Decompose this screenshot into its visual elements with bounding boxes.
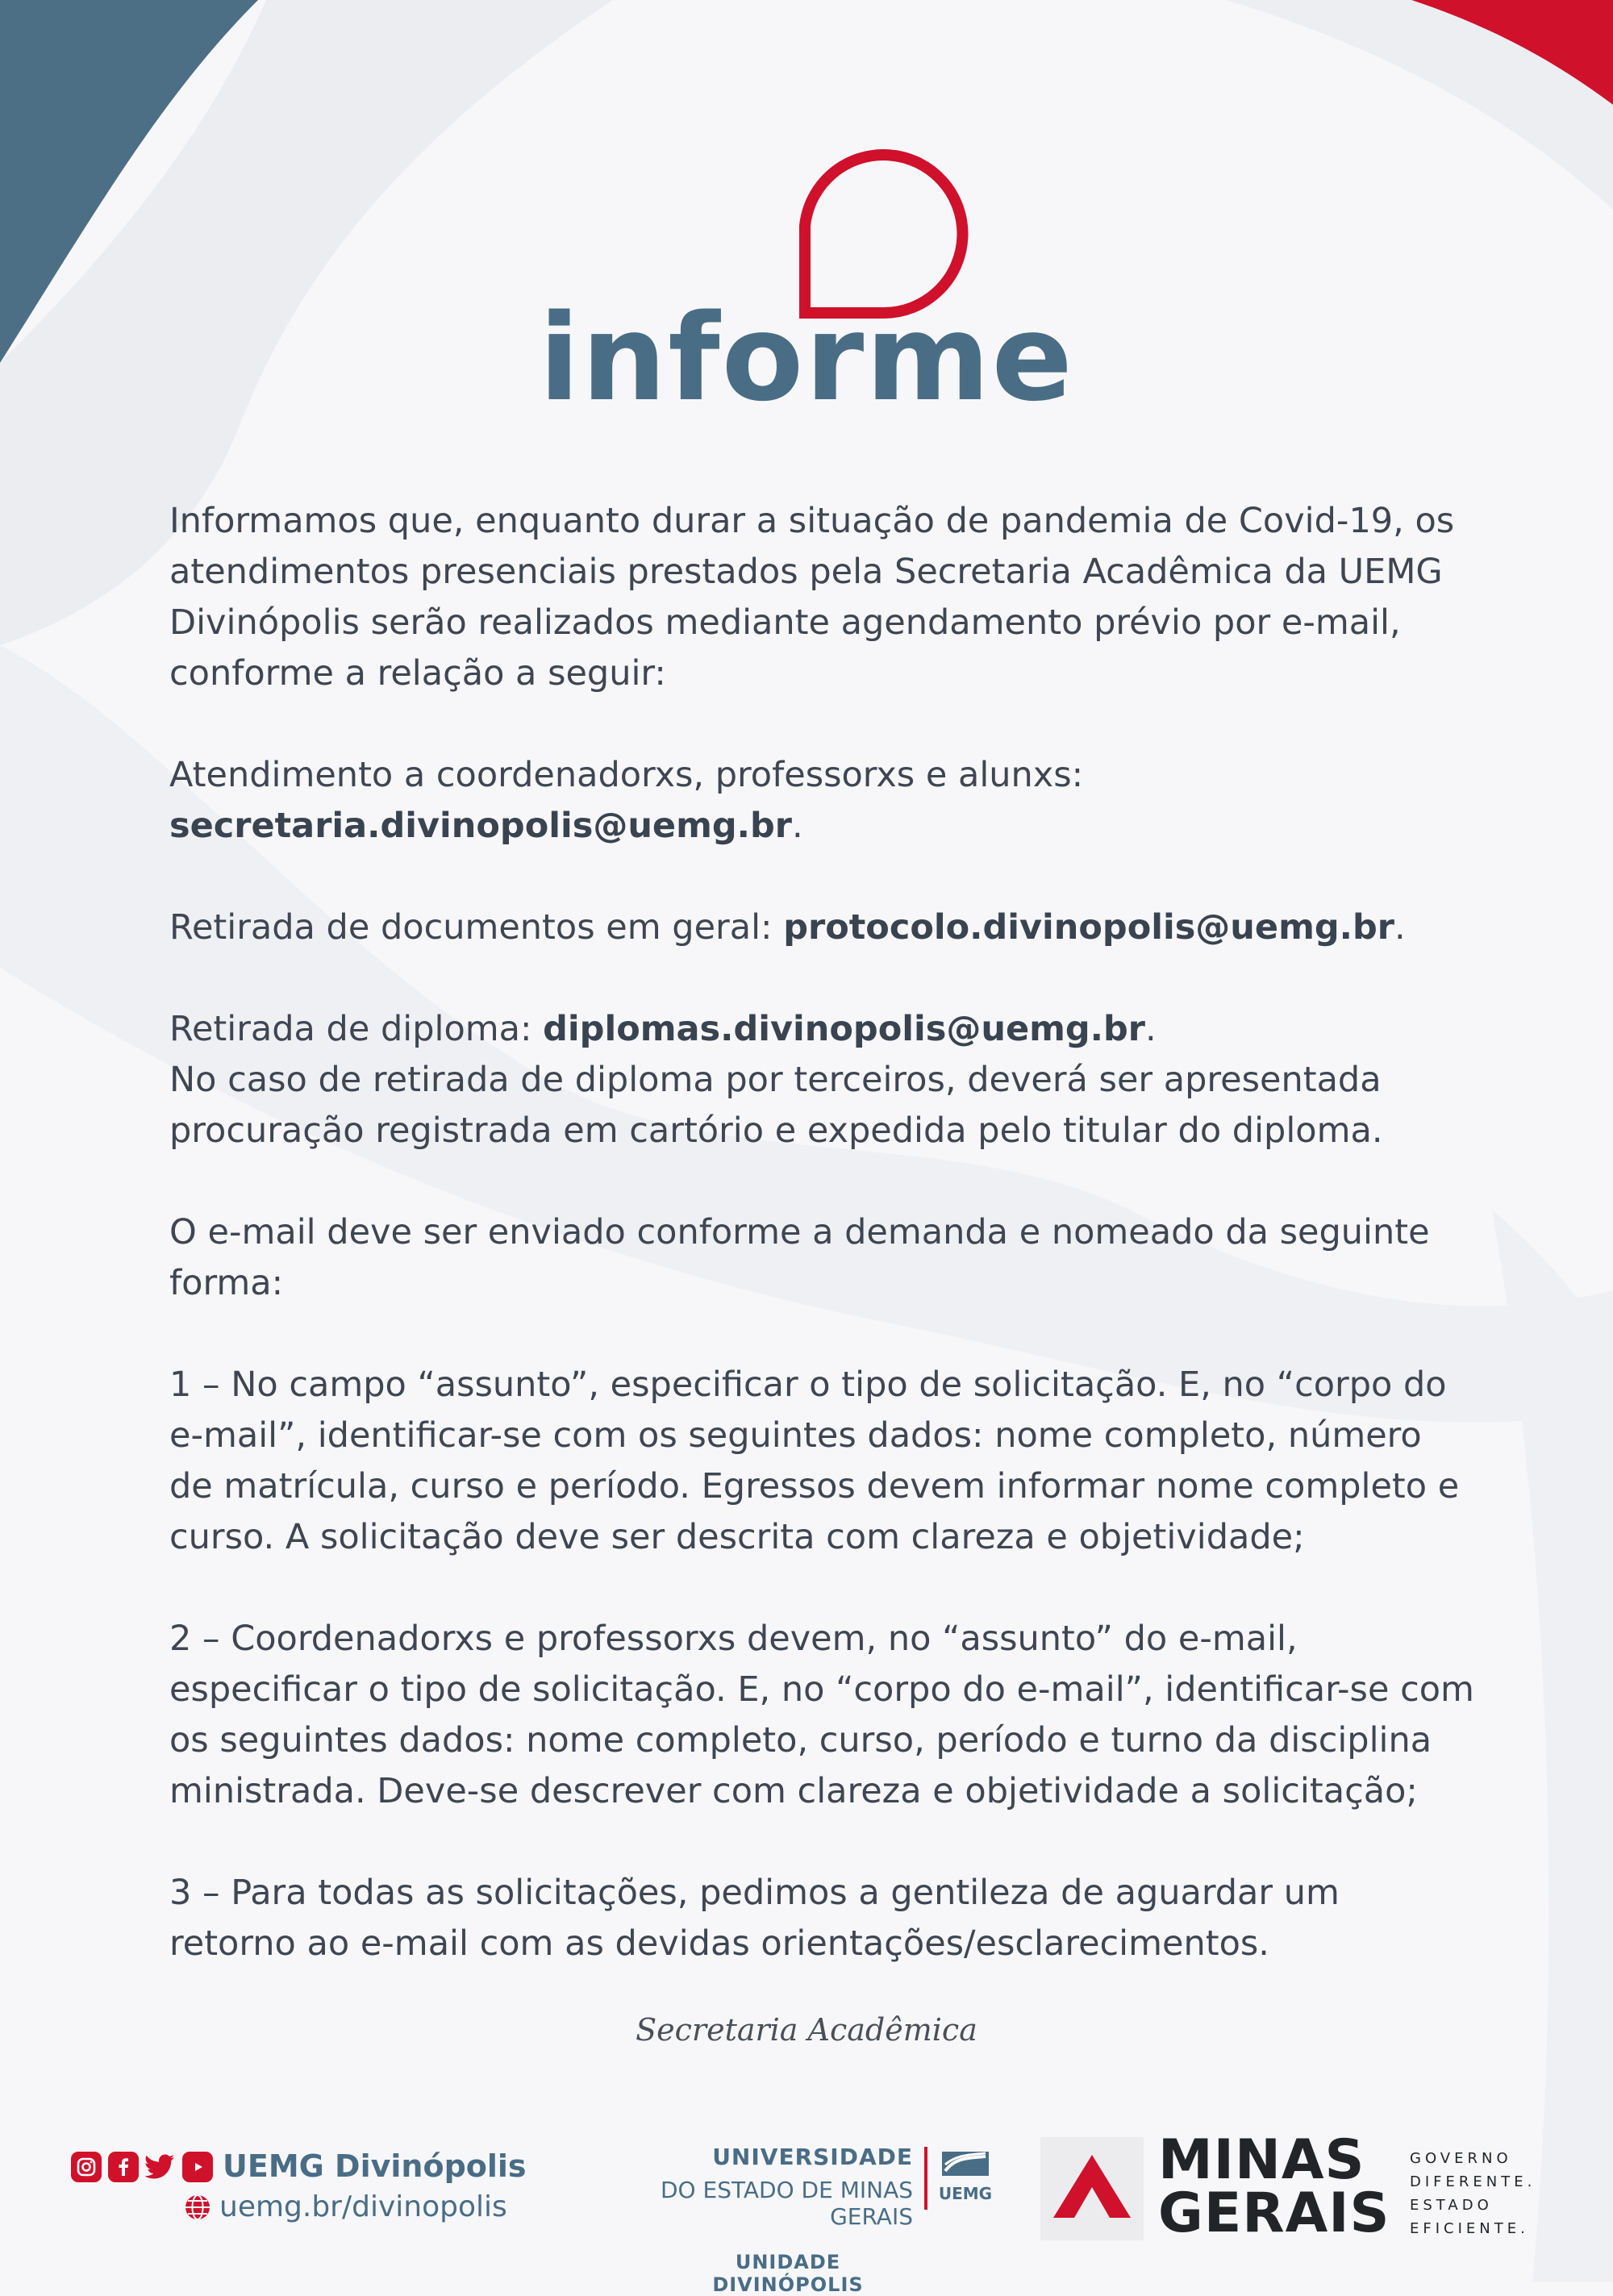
service-documents-label: Retirada de documentos em geral: [169, 907, 784, 948]
univ-line-2: DO ESTADO DE MINAS GERAIS [661, 2177, 913, 2230]
globe-icon [184, 2194, 211, 2221]
uemg-url[interactable]: uemg.br/divinopolis [219, 2190, 507, 2223]
uemg-handle[interactable]: UEMG Divinópolis [223, 2148, 527, 2184]
twitter-icon[interactable] [145, 2152, 176, 2182]
minas-gerais-triangle-icon [1040, 2137, 1144, 2240]
univ-line-1: UNIVERSIDADE [712, 2144, 913, 2170]
uemg-url-row [184, 2190, 507, 2223]
uemg-badge [937, 2150, 994, 2203]
period: . [1394, 907, 1406, 948]
email-protocolo[interactable]: protocolo.divinopolis@uemg.br [783, 907, 1394, 948]
service-students [169, 750, 1476, 852]
diploma-note: No caso de retirada de diploma por terceiros, deverá ser apresentada procuração registrada em cartório e expedida pelo titular do diploma. [169, 1060, 1383, 1151]
instagram-icon[interactable] [71, 2152, 102, 2182]
instruction-3: 3 – Para todas as solicitações, pedimos a gentileza de aguardar um retorno ao e-mail com as devidas orientações/esclarecimentos. [169, 1873, 1340, 1964]
mg-line-2: GERAIS [1158, 2181, 1390, 2245]
government-slogan [1410, 2147, 1536, 2240]
minas-gerais-wordmark [1158, 2128, 1390, 2245]
instruction-2: 2 – Coordenadorxs e professorxs devem, no “assunto” do e-mail, especificar o tipo de solicitação. E, no “corpo do e-mail”, identificar-se com os seguintes dados: nome completo, curso, período e turno da disciplina ministrada. Deve-se descrever com clareza e objetividade a solicitação; [169, 1619, 1474, 1811]
service-students-label: Atendimento a coordenadorxs, professorxs e alunxs: [169, 755, 1084, 795]
uemg-emblem-icon [937, 2150, 994, 2179]
univ-line-3: UNIDADE DIVINÓPOLIS [712, 2251, 864, 2296]
slogan-line-4: EFICIENTE. [1410, 2220, 1529, 2237]
slogan-line-1: GOVERNO [1410, 2150, 1512, 2167]
email-secretaria[interactable]: secretaria.divinopolis@uemg.br [169, 806, 793, 846]
university-logo-text [574, 2144, 913, 2296]
facebook-icon[interactable] [108, 2152, 139, 2182]
email-diplomas[interactable]: diplomas.divinopolis@uemg.br [543, 1009, 1146, 1049]
slogan-line-2: DIFERENTE. [1410, 2173, 1536, 2190]
intro-paragraph: Informamos que, enquanto durar a situação de pandemia de Covid-19, os atendimentos presenciais prestados pela Secretaria Acadêmica da UEMG Divinópolis serão realizados mediante agendamento prévio por e-mail, conforme a relação a seguir: [169, 501, 1455, 694]
email-format-intro: O e-mail deve ser enviado conforme a demanda e nomeado da seguinte forma: [169, 1212, 1430, 1303]
service-diploma [169, 1004, 1476, 1156]
service-documents [169, 902, 1476, 953]
youtube-icon[interactable] [182, 2152, 213, 2182]
social-icons [71, 2152, 213, 2182]
instruction-1: 1 – No campo “assunto”, especificar o tipo de solicitação. E, no “corpo do e-mail”, identificar-se com os seguintes dados: nome completo, número de matrícula, curso e período. Egressos devem informar nome completo e curso. A solicitação deve ser descrita com clareza e objetividade; [169, 1365, 1460, 1557]
mg-line-1: MINAS [1158, 2128, 1365, 2192]
period: . [792, 806, 803, 846]
uemg-badge-label: UEMG [938, 2184, 993, 2203]
signature: Secretaria Acadêmica [636, 2012, 977, 2048]
logo-wordmark: informe [539, 289, 1074, 427]
service-diploma-label: Retirada de diploma: [169, 1009, 544, 1049]
notice-body [169, 496, 1476, 2020]
period: . [1145, 1009, 1157, 1049]
univ-divider [924, 2147, 927, 2210]
slogan-line-3: ESTADO [1410, 2197, 1493, 2214]
